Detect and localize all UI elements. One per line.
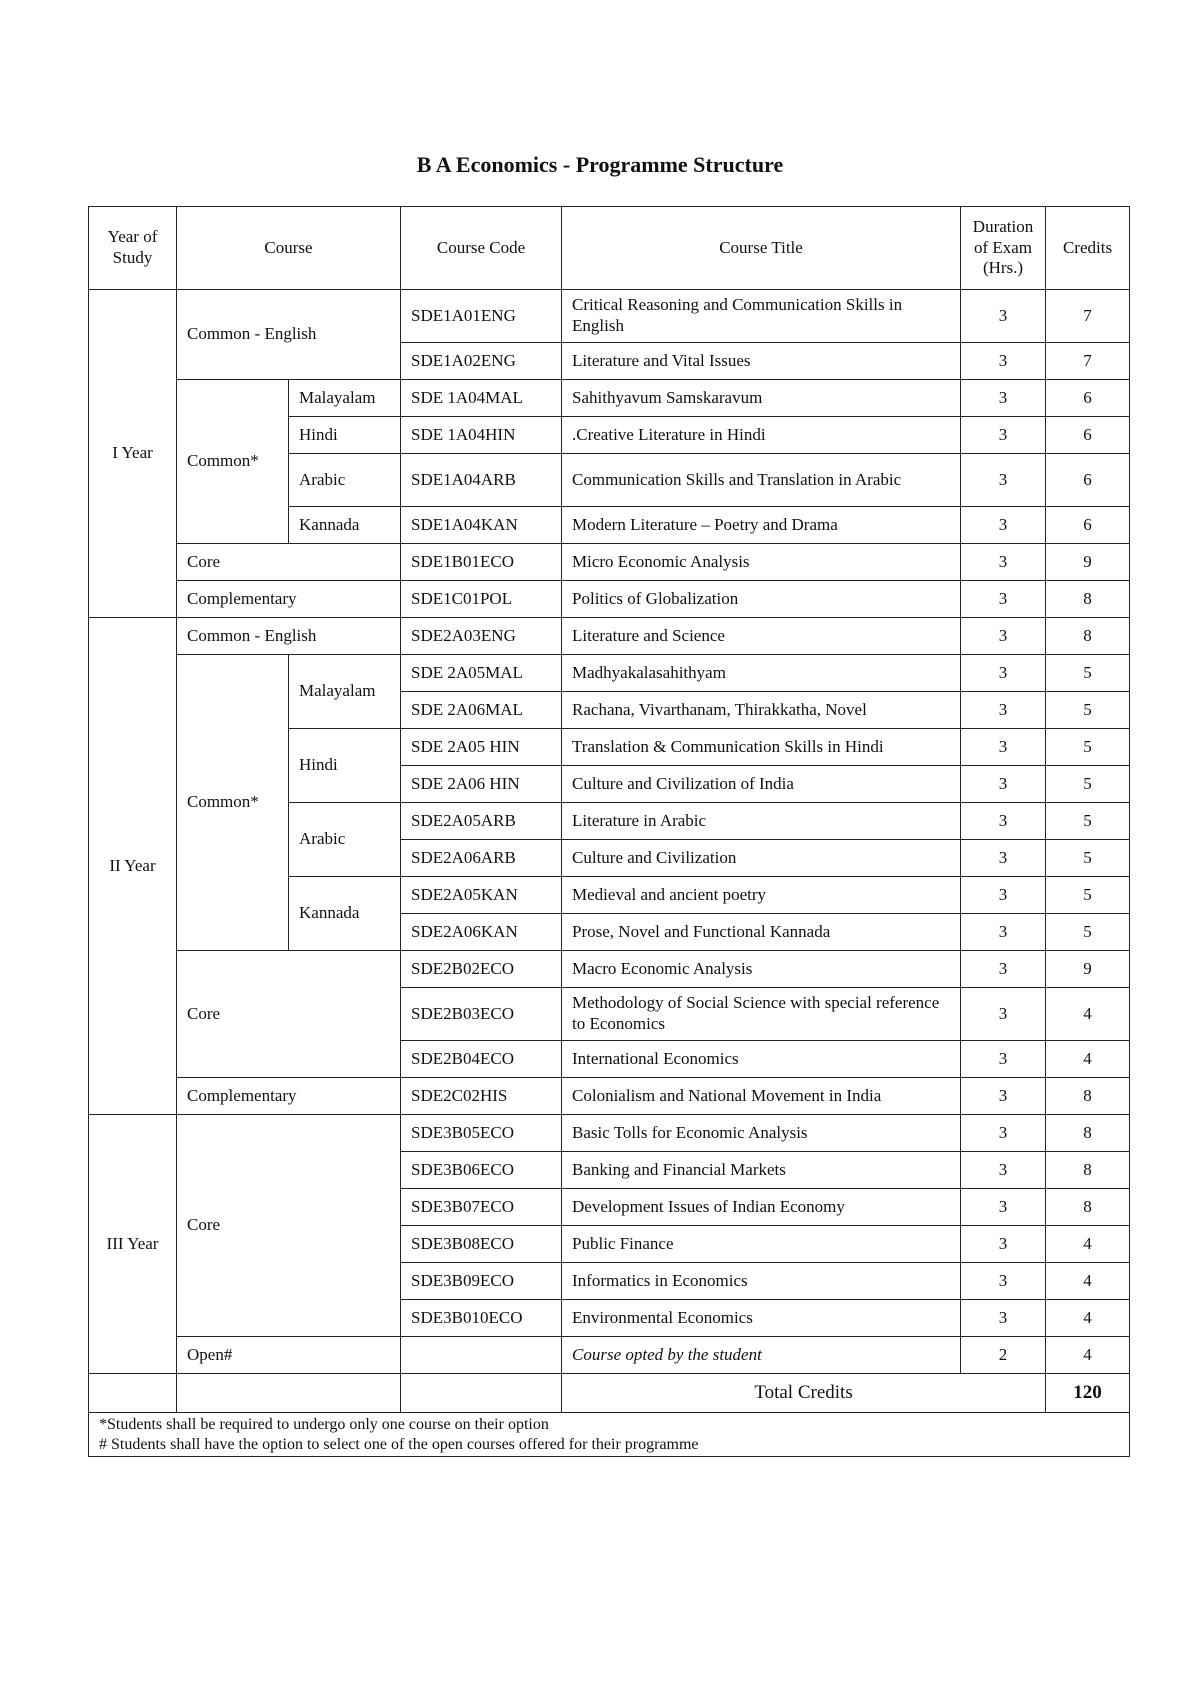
duration-cell: 3 [961,988,1046,1041]
credits-cell: 4 [1046,988,1130,1041]
course-group-cell: Core [177,544,401,581]
duration-cell: 3 [961,1189,1046,1226]
course-group-cell: Open# [177,1337,401,1374]
credits-cell: 9 [1046,951,1130,988]
course-code-cell: SDE3B08ECO [401,1226,562,1263]
course-title-cell: Modern Literature – Poetry and Drama [562,507,961,544]
duration-cell: 3 [961,840,1046,877]
course-code-cell: SDE1A01ENG [401,290,562,343]
table-row [89,618,1130,655]
table-row [89,544,1130,581]
course-group-cell: Common* [177,380,289,544]
programme-table [88,206,1130,1457]
course-title-cell: Literature in Arabic [562,803,961,840]
header-duration: Duration of Exam (Hrs.) [961,207,1046,290]
credits-cell: 5 [1046,914,1130,951]
total-row [89,1374,1130,1413]
course-title-cell: International Economics [562,1041,961,1078]
page-title: B A Economics - Programme Structure [416,152,784,177]
language-cell: Arabic [289,803,401,877]
duration-cell: 3 [961,766,1046,803]
course-title-cell: Public Finance [562,1226,961,1263]
notes-row [89,1413,1130,1457]
year-cell: II Year [89,618,177,1115]
course-title-cell: Banking and Financial Markets [562,1152,961,1189]
credits-cell: 4 [1046,1041,1130,1078]
credits-cell: 5 [1046,729,1130,766]
credits-cell: 5 [1046,692,1130,729]
credits-cell: 5 [1046,877,1130,914]
course-title-cell: Basic Tolls for Economic Analysis [562,1115,961,1152]
course-title-cell: Informatics in Economics [562,1263,961,1300]
language-cell: Kannada [289,877,401,951]
header-credits: Credits [1046,207,1130,290]
course-code-cell: SDE 1A04HIN [401,417,562,454]
course-title-cell: .Creative Literature in Hindi [562,417,961,454]
course-title-cell: Critical Reasoning and Communication Skills in English [562,290,961,343]
course-group-cell: Common - English [177,290,401,380]
table-row [89,1337,1130,1374]
credits-cell: 9 [1046,544,1130,581]
course-code-cell: SDE1C01POL [401,581,562,618]
credits-cell: 5 [1046,655,1130,692]
course-title-cell: Medieval and ancient poetry [562,877,961,914]
course-title-cell: Environmental Economics [562,1300,961,1337]
header-course-code: Course Code [401,207,562,290]
course-group-cell: Complementary [177,1078,401,1115]
duration-cell: 3 [961,343,1046,380]
credits-cell: 5 [1046,766,1130,803]
credits-cell: 8 [1046,1078,1130,1115]
course-title-cell: Development Issues of Indian Economy [562,1189,961,1226]
duration-cell: 3 [961,655,1046,692]
duration-cell: 3 [961,729,1046,766]
language-cell: Malayalam [289,380,401,417]
course-code-cell: SDE3B06ECO [401,1152,562,1189]
empty-cell [177,1374,401,1413]
duration-cell: 3 [961,1078,1046,1115]
table-row [89,951,1130,988]
duration-cell: 3 [961,1263,1046,1300]
course-code-cell: SDE 2A05 HIN [401,729,562,766]
duration-cell: 3 [961,877,1046,914]
course-code-cell: SDE1A04KAN [401,507,562,544]
course-group-cell: Common* [177,655,289,951]
course-title-cell: Literature and Vital Issues [562,343,961,380]
course-code-cell: SDE2B03ECO [401,988,562,1041]
table-row [89,655,1130,692]
course-title-cell: Politics of Globalization [562,581,961,618]
course-code-cell: SDE1A04ARB [401,454,562,507]
course-code-cell: SDE3B010ECO [401,1300,562,1337]
credits-cell: 7 [1046,290,1130,343]
table-row [89,380,1130,417]
credits-cell: 5 [1046,840,1130,877]
credits-cell: 6 [1046,380,1130,417]
course-title-cell: Colonialism and National Movement in India [562,1078,961,1115]
header-row [89,207,1130,290]
course-title-cell: Macro Economic Analysis [562,951,961,988]
credits-cell: 6 [1046,417,1130,454]
course-code-cell: SDE3B09ECO [401,1263,562,1300]
total-credits-value: 120 [1046,1374,1130,1413]
header-course-title: Course Title [562,207,961,290]
table-row [89,290,1130,343]
credits-cell: 8 [1046,1152,1130,1189]
duration-cell: 3 [961,581,1046,618]
course-code-cell [401,1337,562,1374]
course-title-cell: Translation & Communication Skills in Hindi [562,729,961,766]
footnote-option: *Students shall be required to undergo only one course on their option [99,1416,549,1433]
duration-cell: 3 [961,1226,1046,1263]
course-code-cell: SDE 2A06MAL [401,692,562,729]
empty-cell [89,1374,177,1413]
credits-cell: 5 [1046,803,1130,840]
course-title-cell: Course opted by the student [562,1337,961,1374]
language-cell: Arabic [289,454,401,507]
course-title-cell: Culture and Civilization of India [562,766,961,803]
duration-cell: 3 [961,544,1046,581]
duration-cell: 3 [961,1041,1046,1078]
duration-cell: 3 [961,1152,1046,1189]
language-cell: Kannada [289,507,401,544]
course-title-cell: Prose, Novel and Functional Kannada [562,914,961,951]
table-row [89,1078,1130,1115]
course-code-cell: SDE3B05ECO [401,1115,562,1152]
course-code-cell: SDE3B07ECO [401,1189,562,1226]
credits-cell: 8 [1046,618,1130,655]
table-row [89,1115,1130,1152]
footnote-open-course: # Students shall have the option to select one of the open courses offered for their programme [99,1435,699,1453]
course-title-cell: Literature and Science [562,618,961,655]
duration-cell: 3 [961,803,1046,840]
course-code-cell: SDE2B02ECO [401,951,562,988]
language-cell: Malayalam [289,655,401,729]
course-code-cell: SDE1A02ENG [401,343,562,380]
credits-cell: 8 [1046,1189,1130,1226]
course-group-cell: Core [177,1115,401,1337]
course-group-cell: Core [177,951,401,1078]
duration-cell: 3 [961,507,1046,544]
duration-cell: 3 [961,951,1046,988]
course-group-cell: Common - English [177,618,401,655]
credits-cell: 8 [1046,1115,1130,1152]
credits-cell: 4 [1046,1226,1130,1263]
duration-cell: 3 [961,380,1046,417]
year-cell: I Year [89,290,177,618]
footnotes [89,1413,1130,1457]
course-title-cell: Communication Skills and Translation in Arabic [562,454,961,507]
duration-cell: 3 [961,417,1046,454]
language-cell: Hindi [289,417,401,454]
course-title-cell: Madhyakalasahithyam [562,655,961,692]
total-credits-label: Total Credits [562,1374,1046,1413]
year-cell: III Year [89,1115,177,1374]
course-code-cell: SDE2A05KAN [401,877,562,914]
language-cell: Hindi [289,729,401,803]
course-code-cell: SDE2A06ARB [401,840,562,877]
credits-cell: 7 [1046,343,1130,380]
header-course: Course [177,207,401,290]
course-code-cell: SDE 2A05MAL [401,655,562,692]
duration-cell: 3 [961,914,1046,951]
duration-cell: 3 [961,1115,1046,1152]
course-title-cell: Sahithyavum Samskaravum [562,380,961,417]
credits-cell: 4 [1046,1263,1130,1300]
empty-cell [401,1374,562,1413]
credits-cell: 4 [1046,1337,1130,1374]
course-code-cell: SDE 2A06 HIN [401,766,562,803]
duration-cell: 3 [961,454,1046,507]
duration-cell: 3 [961,1300,1046,1337]
course-code-cell: SDE1B01ECO [401,544,562,581]
duration-cell: 3 [961,290,1046,343]
course-code-cell: SDE 1A04MAL [401,380,562,417]
course-group-cell: Complementary [177,581,401,618]
credits-cell: 6 [1046,454,1130,507]
course-code-cell: SDE2B04ECO [401,1041,562,1078]
course-code-cell: SDE2A06KAN [401,914,562,951]
duration-cell: 2 [961,1337,1046,1374]
duration-cell: 3 [961,692,1046,729]
table-row [89,581,1130,618]
credits-cell: 4 [1046,1300,1130,1337]
course-title-cell: Rachana, Vivarthanam, Thirakkatha, Novel [562,692,961,729]
credits-cell: 8 [1046,581,1130,618]
credits-cell: 6 [1046,507,1130,544]
course-title-cell: Methodology of Social Science with special reference to Economics [562,988,961,1041]
course-title-cell: Micro Economic Analysis [562,544,961,581]
course-code-cell: SDE2A03ENG [401,618,562,655]
course-code-cell: SDE2A05ARB [401,803,562,840]
course-code-cell: SDE2C02HIS [401,1078,562,1115]
duration-cell: 3 [961,618,1046,655]
course-title-cell: Culture and Civilization [562,840,961,877]
header-year: Year of Study [89,207,177,290]
